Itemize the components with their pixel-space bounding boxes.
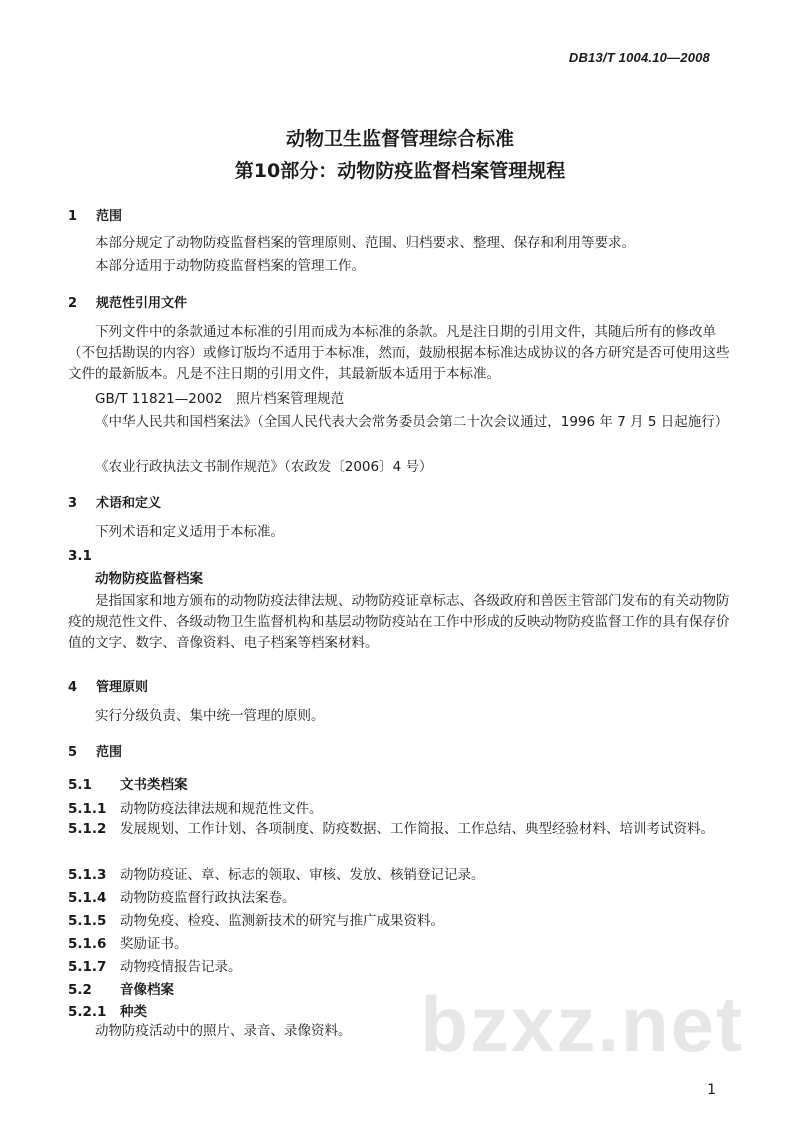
- item-5-1-5: [68, 909, 444, 929]
- item-number: 5.1.2: [68, 821, 107, 837]
- term-definition: 是指国家和地方颁布的动物防疫法律法规、动物防疫证章标志、各级政府和兽医主管部门发布的有关动物防疫的规范性文件、各级动物卫生监督机构和基层动物防疫站在工作中形成的反映动物防疫监督工作的具有保存价值的文字、数字、音像资料、电子档案等档案材料。: [68, 593, 730, 651]
- section-1-para-1: 本部分规定了动物防疫监督档案的管理原则、范围、归档要求、整理、保存和利用等要求。: [95, 235, 635, 251]
- item-5-1-3: [68, 863, 485, 883]
- section-1-heading: [68, 205, 122, 224]
- section-number: 4: [68, 680, 78, 695]
- subsection-5-1: [68, 773, 188, 793]
- item-text: 动物疫情报告记录。: [120, 959, 242, 975]
- section-3-heading: [68, 492, 161, 511]
- subsection-5-2-1: [68, 1000, 147, 1020]
- item-5-1-1: [68, 797, 323, 817]
- item-number: 5.1.7: [68, 959, 107, 975]
- section-5-heading: [68, 741, 122, 760]
- term-heading: 动物防疫监督档案: [95, 571, 203, 587]
- item-number: 5.1.4: [68, 890, 107, 906]
- section-3-para-1: 下列术语和定义适用于本标准。: [95, 524, 284, 540]
- item-text: 动物防疫证、章、标志的领取、审核、发放、核销登记记录。: [120, 867, 485, 883]
- item-number: 5.1.5: [68, 913, 107, 929]
- item-5-1-4: [68, 886, 296, 906]
- item-text: 动物免疫、检疫、监测新技术的研究与推广成果资料。: [120, 913, 444, 929]
- subsection-5-2-1-text: 动物防疫活动中的照片、录音、录像资料。: [95, 1023, 352, 1039]
- section-number: 3: [68, 496, 78, 511]
- item-text: 动物防疫监督行政执法案卷。: [120, 890, 296, 906]
- section-title: 管理原则: [96, 680, 149, 695]
- section-4-para-1: 实行分级负责、集中统一管理的原则。: [95, 708, 325, 724]
- subsection-title: 文书类档案: [120, 777, 188, 793]
- reference-1: GB/T 11821—2002 照片档案管理规范: [95, 391, 345, 407]
- subsection-number: 5.2: [68, 982, 92, 998]
- section-title: 术语和定义: [96, 496, 162, 511]
- subsection-title: 音像档案: [120, 982, 174, 998]
- section-number: 1: [68, 209, 78, 224]
- section-title: 范围: [96, 209, 123, 224]
- item-number: 5.1.6: [68, 936, 107, 952]
- section-1-para-2: 本部分适用于动物防疫监督档案的管理工作。: [95, 258, 365, 274]
- subsection-number: 5.1: [68, 777, 92, 793]
- subsection-3-1-number: 3.1: [68, 548, 92, 564]
- title-line-1: 动物卫生监督管理综合标准: [285, 128, 514, 150]
- section-title: 规范性引用文件: [96, 296, 188, 311]
- reference-3: 《农业行政执法文书制作规范》（农政发〔2006〕4 号）: [95, 459, 433, 475]
- subsection-number: 5.2.1: [68, 1004, 107, 1020]
- item-5-1-6: [68, 932, 188, 952]
- item-number: 5.1.1: [68, 801, 107, 817]
- item-5-1-2: [68, 819, 736, 840]
- watermark: bzxz.net: [420, 980, 744, 1068]
- section-2-para-1: 下列文件中的条款通过本标准的引用而成为本标准的条款。凡是注日期的引用文件，其随后所有的修改单（不包括勘误的内容）或修订版均不适用于本标准，然而，鼓励根据本标准达成协议的各方研究是否可使用这些文件的最新版本。凡是不注日期的引用文件，其最新版本适用于本标准。: [68, 324, 730, 382]
- section-title: 范围: [96, 745, 123, 760]
- item-text: 发展规划、工作计划、各项制度、防疫数据、工作简报、工作总结、典型经验材料、培训考试资料。: [120, 821, 714, 837]
- standard-code: DB13/T 1004.10—2008: [568, 50, 710, 65]
- section-number: 5: [68, 745, 78, 760]
- subsection-title: 种类: [120, 1004, 147, 1020]
- section-number: 2: [68, 296, 78, 311]
- item-text: 动物防疫法律法规和规范性文件。: [120, 801, 323, 817]
- page-number: 1: [707, 1082, 716, 1098]
- item-number: 5.1.3: [68, 867, 107, 883]
- section-4-heading: [68, 676, 148, 695]
- item-text: 奖励证书。: [120, 936, 188, 952]
- section-2-heading: [68, 292, 187, 311]
- reference-2: 《中华人民共和国档案法》（全国人民代表大会常务委员会第二十次会议通过，1996 年 7 月 5 日起施行）: [95, 414, 729, 430]
- subsection-5-2: [68, 978, 174, 998]
- item-5-1-7: [68, 955, 242, 975]
- title-line-2: 第10部分：动物防疫监督档案管理规程: [234, 160, 566, 182]
